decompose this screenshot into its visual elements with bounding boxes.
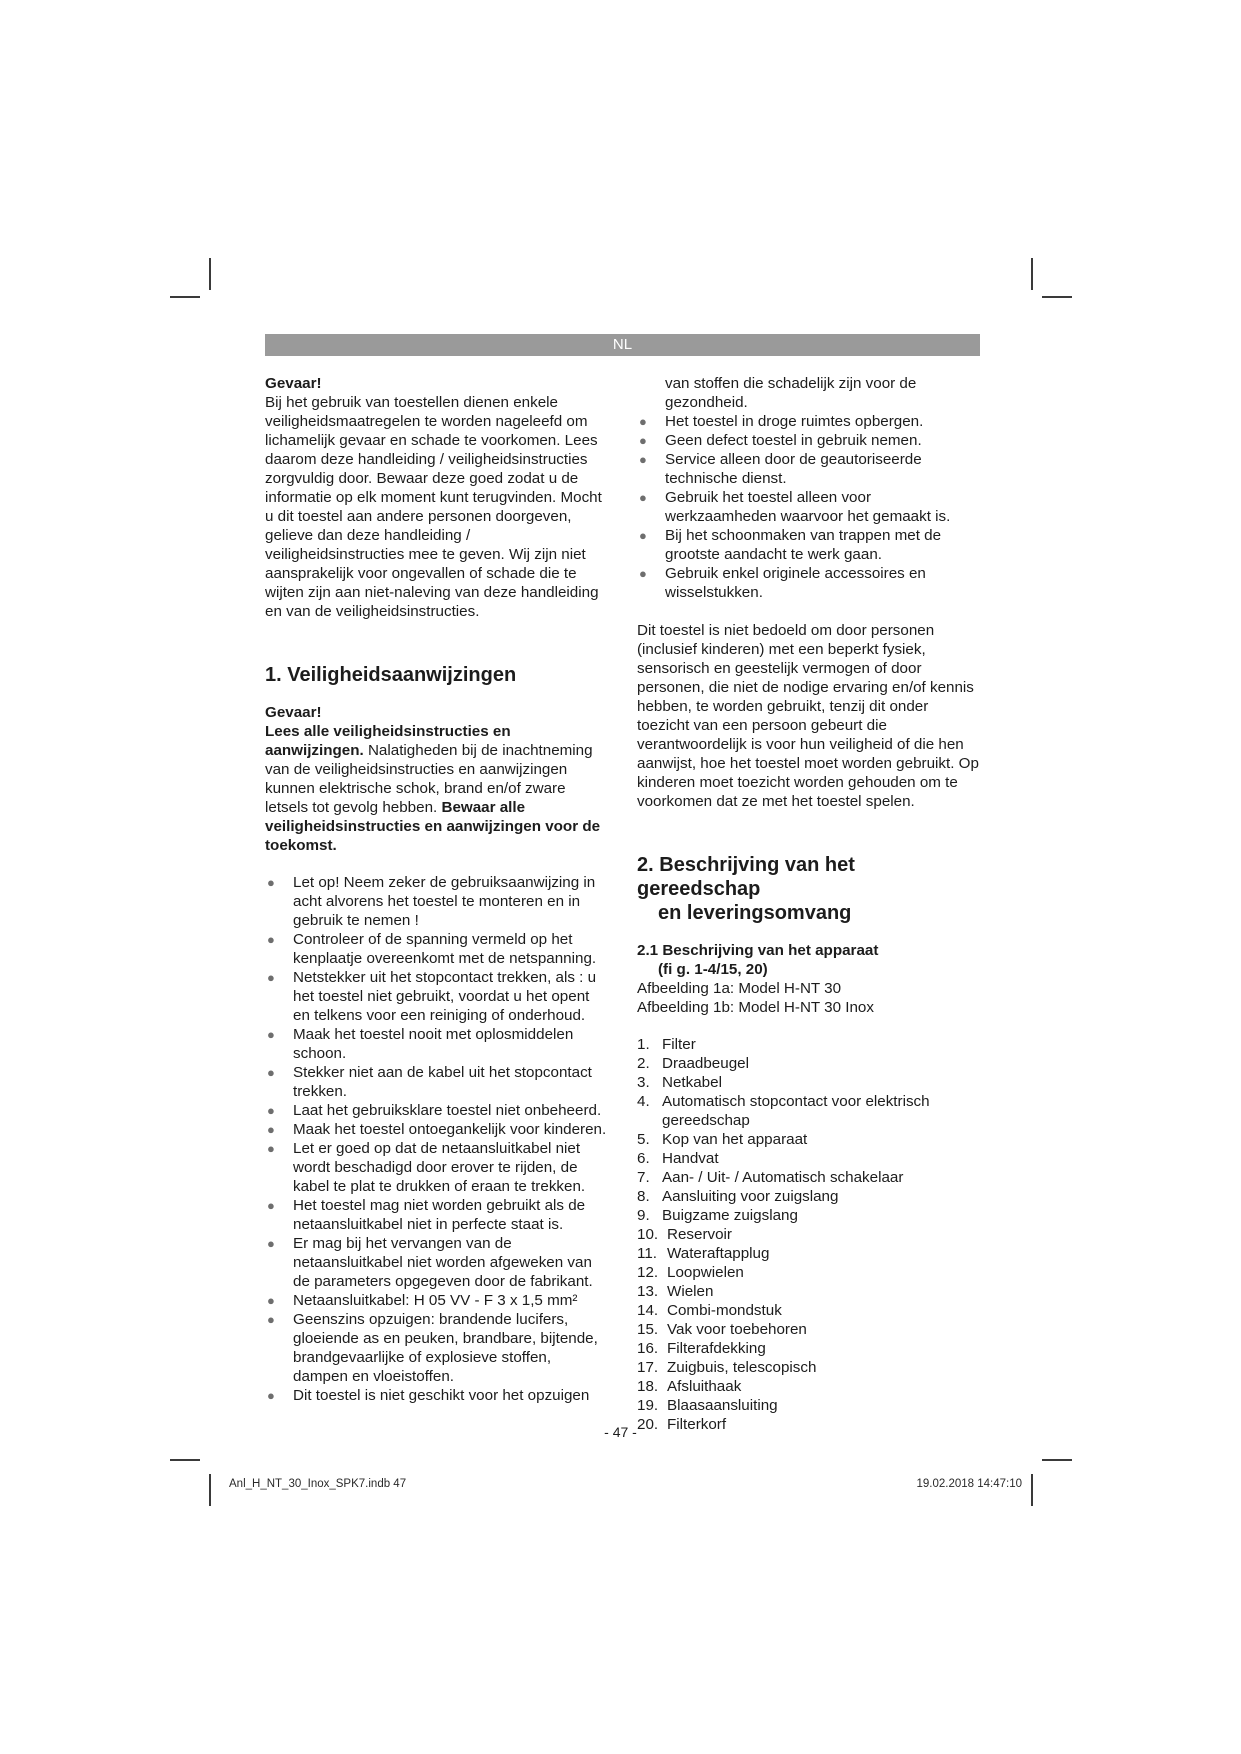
language-bar [265,334,980,356]
list-item: 7. Aan- / Uit- / Automatisch schakelaar [637,1169,904,1186]
crop-mark [170,296,200,298]
list-item: ● Het toestel mag niet worden gebruikt als de netaansluitkabel niet in perfecte staat is. [267,1197,586,1233]
list-item: 11. Wateraftapplug [637,1245,770,1262]
list-item-continued: van stoffen die schadelijk zijn voor de gezondheid. [665,375,917,411]
section-2-title-line-1: Beschrijving van het gereedschap [637,854,855,900]
crop-mark [209,1474,211,1506]
safety-list-continued [637,374,982,602]
list-item: 9. Buigzame zuigslang [637,1207,798,1224]
list-item: ● Maak het toestel nooit met oplosmiddelen schoon. [267,1026,574,1062]
list-item: 20. Filterkorf [637,1416,727,1433]
list-item: ● Stekker niet aan de kabel uit het stopcontact trekken. [267,1064,592,1100]
safety-list [265,873,610,1405]
subsection-2-1-title [637,941,982,979]
list-item: ● Service alleen door de geautoriseerde technische dienst. [639,451,922,487]
danger-paragraph [265,722,610,855]
danger-bold-2: Bewaar alle veiligheidsinstructies en aanwijzingen voor de toekomst. [265,799,601,854]
list-item: ● Er mag bij het vervangen van de netaansluitkabel niet worden afgeweken van de parameters opgegeven door de fabrikant. [267,1235,593,1290]
list-item: 12. Loopwielen [637,1264,744,1281]
footer-filename: Anl_H_NT_30_Inox_SPK7.indb 47 [229,1478,407,1490]
list-item: 18. Afsluithaak [637,1378,742,1395]
list-item: 16. Filterafdekking [637,1340,766,1357]
children-paragraph: Dit toestel is niet bedoeld om door personen (inclusief kinderen) met een beperkt fysiek, sensorisch en geestelijk vermogen of door personen, die niet de nodige ervaring en/of kennis hebben, te worden gebruikt, tenzij dit onder toezicht van een persoon gebeurt die verantwoordelijk is voor hun veiligheid of die hen aanwijst, hoe het toestel moet worden gebruikt. Op kinderen moet toezicht worden gehouden om te voorkomen dat ze met het toestel spelen. [637,622,979,810]
page-number: - 47 - [604,1424,637,1440]
intro-text: Bij het gebruik van toestellen dienen enkele veiligheidsmaatregelen te worden nageleefd om lichamelijk gevaar en schade te voorkomen. Lees daarom deze handleiding / veiligheidsinstructies zorgvuldig door. Bewaar deze goed zodat u de informatie op elk moment kunt terugvinden. Mocht u dit toestel aan andere personen doorgeven, gelieve dan deze handleiding / veiligheidsinstructies mee te geven. Wij zijn niet aansprakelijk voor ongevallen of schade die te wijten zijn aan niet-naleving van deze handleiding en van de veiligheidsinstructies. [265,394,602,620]
danger-text: Nalatigheden bij de inachtneming van de veiligheidsinstructies en aanwijzingen kunnen elektrische schok, brand en/of zware letsels tot gevolg hebben. [265,742,593,816]
danger-bold-1: Lees alle veiligheidsinstructies en aanwijzingen. [265,723,511,759]
subsection-2-1-line-2: (fi g. 1-4/15, 20) [658,961,768,978]
crop-mark [170,1459,200,1461]
subsection-2-1-line-1: 2.1 Beschrijving van het apparaat [637,942,879,959]
list-item: ● Het toestel in droge ruimtes opbergen. [639,413,924,430]
list-item: 10. Reservoir [637,1226,732,1243]
language-label: NL [612,336,633,353]
list-item: ● Geen defect toestel in gebruik nemen. [639,432,922,449]
list-item: ● Maak het toestel ontoegankelijk voor kinderen. [267,1121,607,1138]
section-2-title [637,853,982,925]
list-item: ● Laat het gebruiksklare toestel niet onbeheerd. [267,1102,602,1119]
crop-mark [1031,1474,1033,1506]
list-item: ● Netaansluitkabel: H 05 VV - F 3 x 1,5 mm² [267,1292,578,1309]
left-column [265,374,610,1405]
crop-mark [209,258,211,290]
list-item: ● Netstekker uit het stopcontact trekken, als : u het toestel niet gebruikt, voordat u het opent en telkens voor een reiniging of onderhoud. [267,969,597,1024]
section-2-number: 2. [637,854,654,876]
crop-mark [1042,1459,1072,1461]
list-item: 19. Blaasaansluiting [637,1397,778,1414]
figure-1a-caption: Afbeelding 1a: Model H-NT 30 [637,980,842,997]
list-item: ● Controleer of de spanning vermeld op het kenplaatje overeenkomt met de netspanning. [267,931,597,967]
list-item: ● Geenszins opzuigen: brandende lucifers, gloeiende as en peuken, brandbare, bijtende, brandgevaarlijke of explosieve stoffen, dampen en vloeistoffen. [267,1311,598,1385]
intro-heading: Gevaar! [265,375,322,392]
section-2-title-line-2: en leveringsomvang [658,902,852,924]
list-item: 14. Combi-mondstuk [637,1302,782,1319]
figure-1b-caption: Afbeelding 1b: Model H-NT 30 Inox [637,999,874,1016]
crop-mark [1042,296,1072,298]
footer-datetime: 19.02.2018 14:47:10 [916,1478,1022,1490]
parts-list [637,1035,982,1434]
danger-heading: Gevaar! [265,704,322,721]
list-item: ● Let op! Neem zeker de gebruiksaanwijzing in acht alvorens het toestel te monteren en in gebruik te nemen ! [267,874,596,929]
crop-mark [1031,258,1033,290]
list-item: ● Gebruik het toestel alleen voor werkzaamheden waarvoor het gemaakt is. [639,489,951,525]
list-item: 4. Automatisch stopcontact voor elektrisch gereedschap [637,1093,930,1129]
list-item: 5. Kop van het apparaat [637,1131,808,1148]
list-item: 1. Filter [637,1036,696,1053]
list-item: ● Gebruik enkel originele accessoires en wisselstukken. [639,565,926,601]
section-1-title: 1. Veiligheidsaanwijzingen [265,664,517,686]
list-item: ● Dit toestel is niet geschikt voor het opzuigen [267,1387,590,1404]
list-item: 3. Netkabel [637,1074,722,1091]
list-item: 8. Aansluiting voor zuigslang [637,1188,839,1205]
right-column [637,374,982,1434]
list-item: 13. Wielen [637,1283,714,1300]
list-item: 17. Zuigbuis, telescopisch [637,1359,817,1376]
list-item: ● Bij het schoonmaken van trappen met de grootste aandacht te werk gaan. [639,527,942,563]
list-item: 2. Draadbeugel [637,1055,749,1072]
list-item: ● Let er goed op dat de netaansluitkabel niet wordt beschadigd door erover te rijden, de kabel te plat te drukken of eraan te trekken. [267,1140,586,1195]
list-item: 15. Vak voor toebehoren [637,1321,807,1338]
list-item: 6. Handvat [637,1150,719,1167]
